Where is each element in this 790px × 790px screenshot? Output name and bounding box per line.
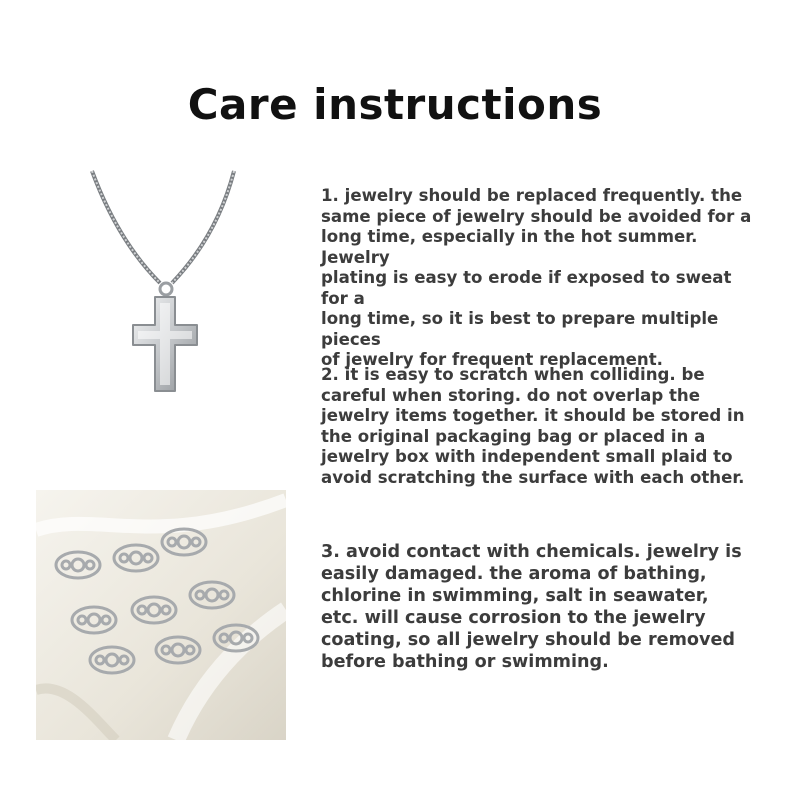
cross-necklace-image bbox=[82, 165, 252, 395]
open-rings-image bbox=[36, 490, 286, 740]
instruction-2: 2. it is easy to scratch when colliding. be careful when storing. do not overlap the jewelry items together. it should be stored in the original packaging bag or placed in a jewelry box with independent small plaid to avoid scratching the surface with each other. bbox=[321, 365, 745, 487]
instruction-1: 1. jewelry should be replaced frequently. the same piece of jewelry should be avoided for a long time, especially in the hot summer. Jewelry plating is easy to erode if exposed to sweat for a long time, so it is best to prepare multiple pieces of jewelry for frequent replacement. bbox=[321, 186, 752, 369]
instruction-3: 3. avoid contact with chemicals. jewelry is easily damaged. the aroma of bathing, chlorine in swimming, salt in seawater, etc. will cause corrosion to the jewelry coating, so all jewelry should be removed before bathing or swimming. bbox=[321, 542, 742, 672]
page-title: Care instructions bbox=[187, 80, 603, 130]
